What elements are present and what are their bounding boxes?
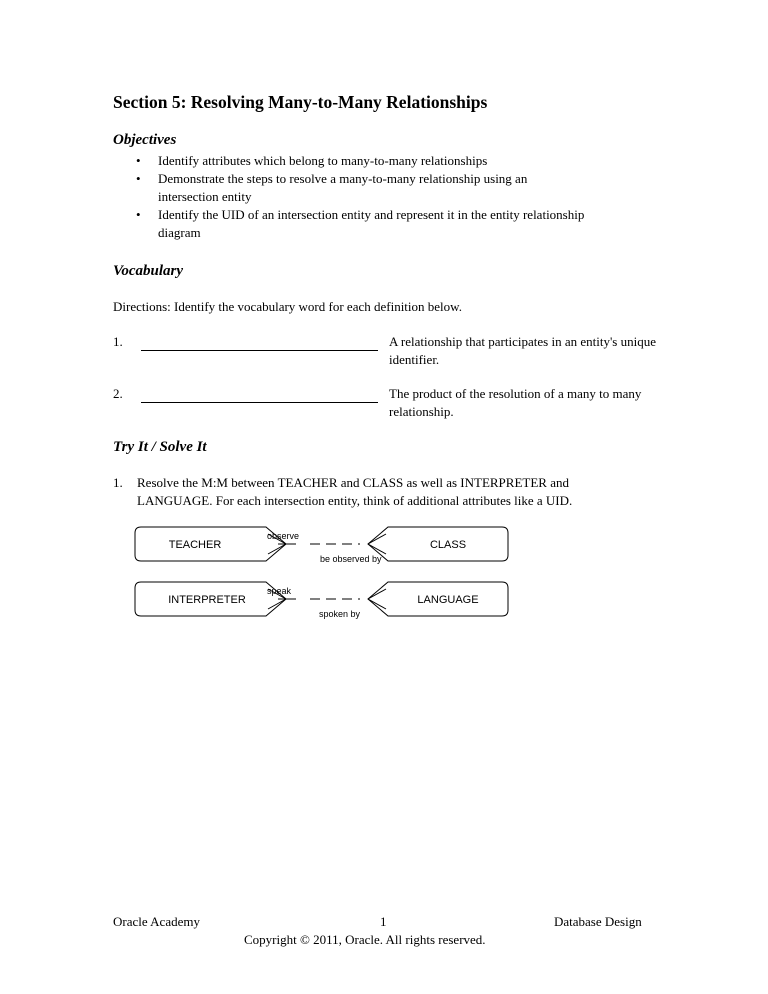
- objective-item: [136, 206, 585, 224]
- bullet-icon: •: [136, 207, 141, 222]
- vocabulary-directions: Directions: Identify the vocabulary word for each definition below.: [113, 299, 462, 314]
- try-it-text-line2: LANGUAGE. For each intersection entity, think of additional attributes like a UID.: [137, 493, 573, 508]
- footer-right: Database Design: [554, 914, 642, 929]
- objective-text-line1: Identify the UID of an intersection entity and represent it in the entity relationship: [158, 207, 585, 222]
- vocab-definition-line2: relationship.: [389, 404, 454, 419]
- try-it-number: 1.: [113, 475, 123, 490]
- entity-label-class: CLASS: [429, 539, 467, 551]
- copyright: Copyright © 2011, Oracle. All rights reserved.: [244, 932, 486, 947]
- try-it-heading: Try It / Solve It: [113, 439, 207, 455]
- vocab-number: 1.: [113, 334, 123, 349]
- objective-text-line2: diagram: [158, 225, 201, 240]
- bullet-icon: •: [136, 171, 141, 186]
- vocab-number: 2.: [113, 386, 123, 401]
- vocab-definition-line1: The product of the resolution of a many to many: [389, 386, 642, 401]
- relationship-label-top: observe: [267, 531, 300, 541]
- entity-label-interpreter: INTERPRETER: [168, 594, 246, 606]
- vocabulary-heading: Vocabulary: [113, 263, 184, 279]
- page-number: 1: [380, 914, 387, 929]
- relationship-label-top: speak: [267, 586, 292, 596]
- entity-label-teacher: TEACHER: [168, 539, 222, 551]
- objective-item: [136, 170, 528, 188]
- page-title: Section 5: Resolving Many-to-Many Relationships: [113, 92, 488, 112]
- objective-text-line1: Demonstrate the steps to resolve a many-to-many relationship using an: [158, 171, 528, 186]
- objective-text-line2: intersection entity: [158, 189, 252, 204]
- try-it-text-line1: Resolve the M:M between TEACHER and CLASS as well as INTERPRETER and: [137, 475, 569, 490]
- objectives-heading: Objectives: [113, 132, 177, 148]
- answer-blank[interactable]: [141, 402, 378, 403]
- er-diagram: [130, 520, 515, 625]
- vocab-definition-line2: identifier.: [389, 352, 440, 367]
- objective-item: [136, 152, 488, 170]
- footer-left: Oracle Academy: [113, 914, 200, 929]
- entity-label-language: LANGUAGE: [417, 594, 479, 606]
- answer-blank[interactable]: [141, 350, 378, 351]
- relationship-label-bottom: spoken by: [319, 609, 361, 619]
- objective-text: Identify attributes which belong to many-to-many relationships: [158, 153, 488, 168]
- relationship-label-bottom: be observed by: [320, 554, 382, 564]
- bullet-icon: •: [136, 153, 141, 168]
- vocab-definition-line1: A relationship that participates in an entity's unique: [389, 334, 656, 349]
